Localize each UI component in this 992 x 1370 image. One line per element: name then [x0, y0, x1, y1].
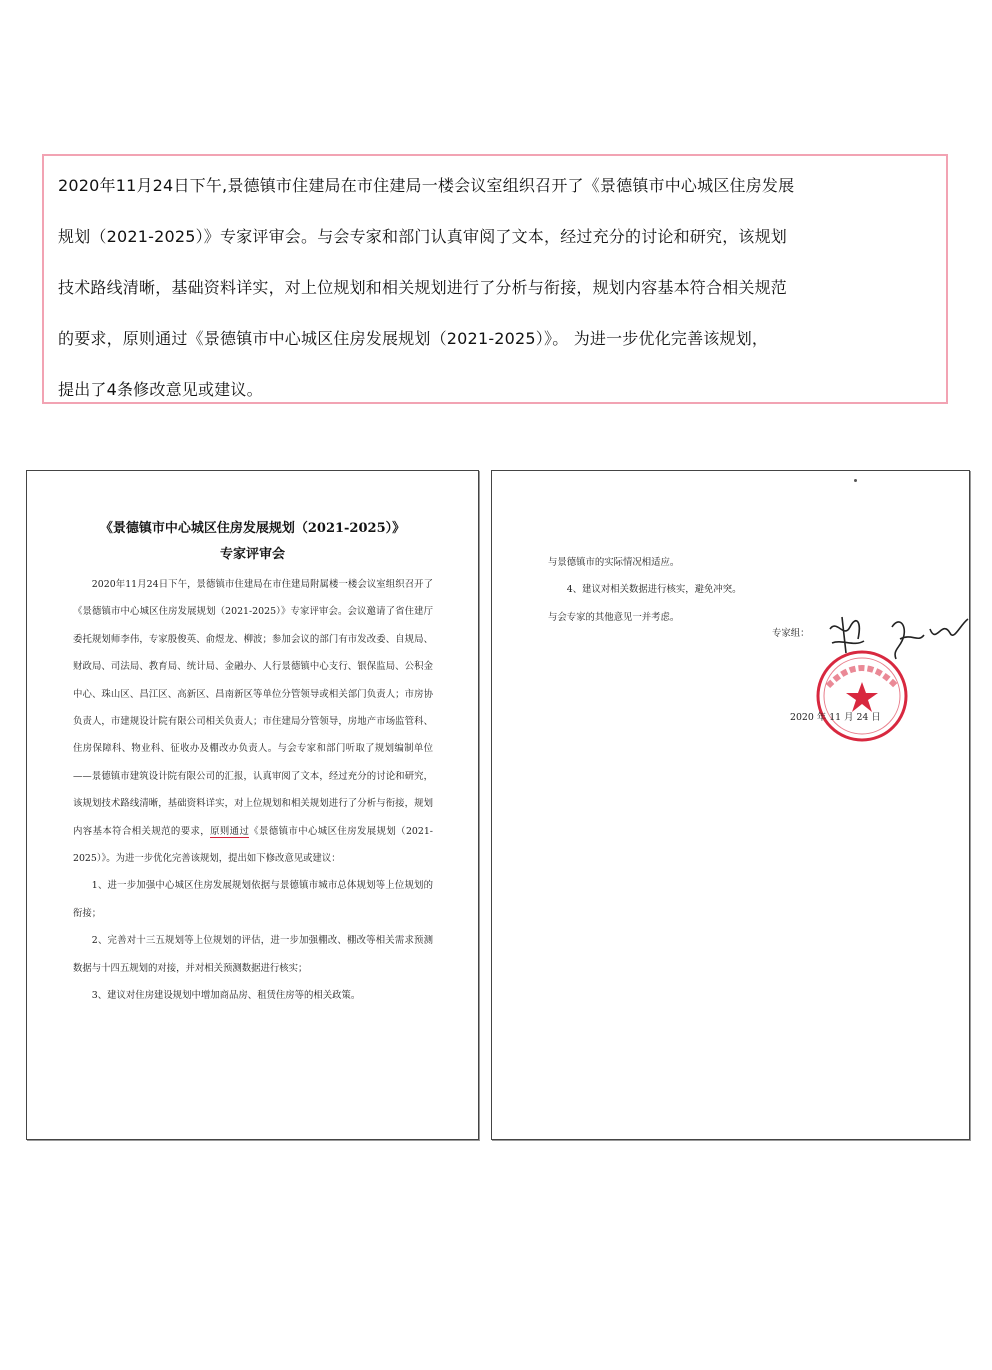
- suggestion-item: 3、建议对住房建设规划中增加商品房、租赁住房等的相关政策。: [91, 990, 361, 1002]
- summary-line: 提出了4条修改意见或建议。: [58, 380, 263, 399]
- scan-speck: [854, 479, 857, 482]
- scanned-page-right: [491, 470, 970, 1140]
- summary-line: 的要求，原则通过《景德镇市中心城区住房发展规划（2021-2025）》。 为进一步优化完善该规划，: [58, 329, 769, 348]
- closing-text: 与会专家的其他意见一并考虑。: [548, 611, 680, 623]
- document-body: [73, 571, 433, 1010]
- highlighted-phrase: 原则通过: [210, 825, 250, 837]
- continuation-text: 与景德镇市的实际情况相适应。: [548, 557, 680, 568]
- signature-date: 2020 年 11 月 24 日: [790, 712, 881, 723]
- document-subtitle: 专家评审会: [219, 547, 285, 562]
- body-text: 《景德镇市中心城区住房发展规划（2021-2025）》。为进一步优化完善该规划，提出如下修改意见或建议：: [73, 825, 433, 865]
- document-title: 《景德镇市中心城区住房发展规划（2021-2025）》: [99, 521, 406, 536]
- summary-box: [42, 154, 948, 404]
- suggestion-item: 4、建议对相关数据进行核实，避免冲突。: [566, 584, 742, 596]
- experts-label: 专家组：: [772, 628, 810, 639]
- official-seal: [812, 646, 912, 746]
- summary-line: 2020年11月24日下午,景德镇市住建局在市住建局一楼会议室组织召开了《景德镇市中心城区住房发展: [58, 176, 795, 195]
- scanned-page-left: [26, 470, 479, 1140]
- summary-line: 技术路线清晰，基础资料详实，对上位规划和相关规划进行了分析与衔接，规划内容基本符合相关规范: [58, 278, 788, 297]
- summary-line: 规划（2021-2025）》专家评审会。与会专家和部门认真审阅了文本，经过充分的讨论和研究，该规划: [58, 227, 788, 246]
- body-text: 2020年11月24日下午，景德镇市住建局在市住建局附属楼一楼会议室组织召开了《景德镇市中心城区住房发展规划（2021-2025）》专家评审会。会议邀请了省住建厅委托规划师李伟，专家殷俊英、俞煜龙、柳波；参加会议的部门有市发改委、自规局、财政局、司法局、教育局、统计局、金融办、人行景德镇中心支行、银保监局、公积金中心、珠山区、昌江区、高新区、昌南新区等单位分管领导或相关部门负责人；市房协负责人，市建规设计院有限公司相关负责人；市住建局分管领导，房地产市场监管科、住房保障科、物业科、征收办及棚改办负责人。与会专家和部门听取了规划编制单位——景德镇市建筑设计院有限公司的汇报，认真审阅了文本，经过充分的讨论和研究，该规划技术路线清晰，基础资料详实，对上位规划和相关规划进行了分析与衔接，规划内容基本符合相关规范的要求，: [73, 579, 433, 837]
- suggestion-item: 1、进一步加强中心城区住房发展规划依据与景德镇市城市总体规划等上位规划的衔接；: [73, 880, 433, 919]
- body-paragraph: [73, 571, 433, 872]
- suggestion-item: 2、完善对十三五规划等上位规划的评估，进一步加强棚改、棚改等相关需求预测数据与十四五规划的对接，并对相关预测数据进行核实；: [73, 935, 433, 974]
